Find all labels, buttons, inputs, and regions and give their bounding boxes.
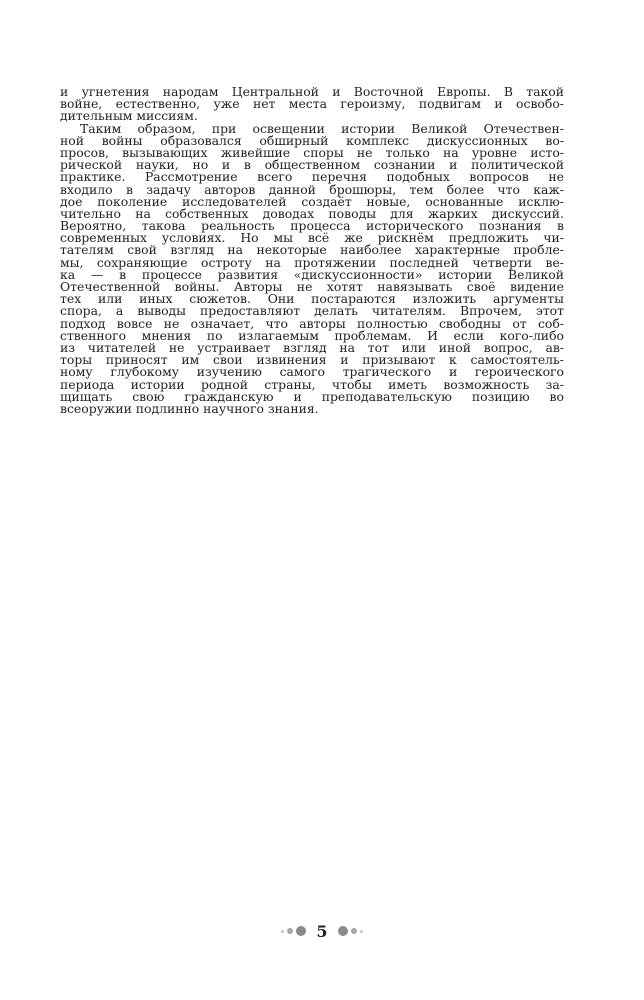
text-line: периода истории родной страны, чтобы иметь возможность за- (60, 376, 564, 392)
dot-icon (287, 928, 293, 934)
text-line: торы приносят им свои извинения и призывают к самостоятель- (60, 352, 564, 368)
right-decorative-dots (338, 926, 363, 936)
text-line: подход вовсе не означает, что авторы полностью свободны от соб- (60, 315, 564, 331)
text-line: Таким образом, при освещении истории Великой Отечествен- (80, 120, 564, 136)
text-line: дительным миссиям. (60, 108, 198, 124)
text-line: современных условиях. Но мы всё же рискнём предложить чи- (60, 230, 564, 246)
text-line: ной войны образовался обширный комплекс дискуссионных во- (60, 132, 564, 148)
text-line: мы, сохраняющие остроту на протяжении последней четверти ве- (60, 254, 564, 270)
text-line: войне, естественно, уже нет места героизму, подвигам и освобо- (60, 96, 564, 112)
text-line: ка — в процессе развития «дискуссионности» истории Великой (60, 266, 564, 282)
text-line: Вероятно, такова реальность процесса исторического познания в (60, 218, 564, 234)
dot-icon (360, 930, 363, 933)
dot-icon (296, 926, 306, 936)
text-line: Отечественной войны. Авторы не хотят навязывать своё видение (60, 279, 564, 294)
body-text (60, 86, 564, 415)
paragraph (60, 120, 564, 416)
text-line: входило в задачу авторов данной брошюры, тем более что каж- (60, 181, 564, 197)
text-line: дое поколение исследователей создаёт новые, основанные исклю- (60, 193, 564, 209)
text-line: из читателей не устраивает взгляд на тот или иной вопрос, ав- (60, 339, 564, 355)
text-line: практике. Рассмотрение всего перечня подобных вопросов не (60, 169, 564, 185)
text-line: и угнетения народам Центральной и Восточной Европы. В такой (60, 84, 564, 99)
left-decorative-dots (281, 926, 306, 936)
dot-icon (351, 928, 357, 934)
page-footer (0, 921, 644, 941)
dot-icon (281, 930, 284, 933)
text-line: чительно на собственных доводах поводы для жарких дискуссий. (60, 205, 564, 221)
text-line: тех или иных сюжетов. Они постараются изложить аргументы (60, 291, 564, 307)
page-number: 5 (316, 921, 328, 941)
text-line: просов, вызывающих живейшие споры не только на уровне исто- (60, 144, 564, 160)
paragraph (60, 86, 564, 123)
text-line: ственного мнения по излагаемым проблемам. И если кого-либо (60, 327, 564, 343)
dot-icon (338, 926, 348, 936)
text-line: рической науки, но и в общественном сознании и политической (60, 157, 564, 173)
text-line: тателям свой взгляд на некоторые наиболее характерные пробле- (60, 242, 564, 258)
text-line: ному глубокому изучению самого трагического и героического (60, 364, 564, 380)
text-line: всеоружии подлинно научного знания. (60, 400, 319, 416)
text-line: щищать свою гражданскую и преподавательскую позицию во (60, 388, 564, 404)
text-line: спора, а выводы предоставляют делать читателям. Впрочем, этот (60, 303, 564, 319)
